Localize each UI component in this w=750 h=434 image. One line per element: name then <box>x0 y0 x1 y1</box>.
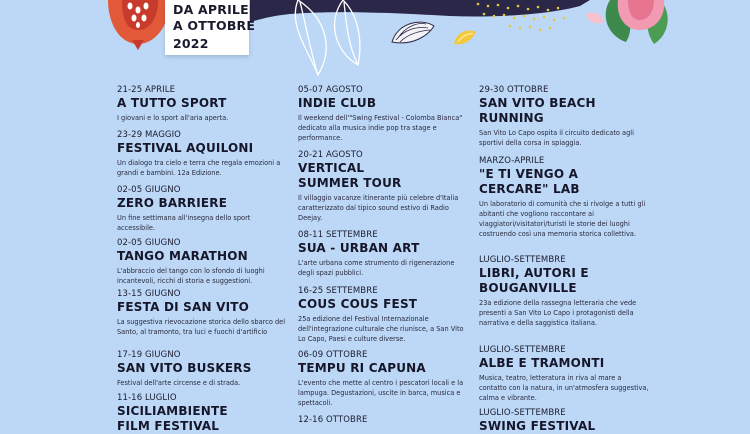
event-title: "E TI VENGO A <box>479 167 579 181</box>
event-title-line-2: SUMMER TOUR <box>298 176 402 190</box>
event-item <box>479 255 649 328</box>
event-title: A TUTTO SPORT <box>117 96 227 110</box>
event-item <box>479 85 649 148</box>
event-item <box>117 185 287 233</box>
event-description: L'abbraccio del tango con lo sfondo di luoghi incantevoli, ricchi di storia e suggestioni. <box>117 267 265 285</box>
event-description: L'arte urbana come strumento di rigenerazione degli spazi pubblici. <box>298 259 455 277</box>
event-description: Il villaggio vacanze itinerante più celebre d'Italia caratterizzato dal tipico sound estivo di Radio Deejay. <box>298 194 459 222</box>
event-description: Un fine settimana all'insegna dello sport accessibile. <box>117 214 251 232</box>
pink-flower-illustration <box>580 0 690 50</box>
event-date: 06-09 OTTOBRE <box>298 350 368 360</box>
event-item <box>298 230 468 278</box>
date-range-line-2: A OTTOBRE <box>173 18 256 33</box>
seashell-icon <box>388 16 438 50</box>
event-description: Il weekend dell'"Swing Festival - Colomba Bianca" dedicato alla musica indie pop tra stage e performance. <box>298 114 463 142</box>
event-description: Festival dell'arte circense e di strada. <box>117 379 241 387</box>
event-date: 20-21 AGOSTO <box>298 150 363 160</box>
event-description: I giovani e lo sport all'aria aperta. <box>117 114 229 122</box>
event-date: LUGLIO-SETTEMBRE <box>479 255 566 265</box>
event-title-line-2: RUNNING <box>479 111 544 125</box>
event-title: SAN VITO BEACH <box>479 96 596 110</box>
event-title: VERTICAL <box>298 161 365 175</box>
leaf-line-art <box>288 0 388 80</box>
event-date: 13-15 GIUGNO <box>117 289 181 299</box>
event-title: LIBRI, AUTORI E <box>479 266 589 280</box>
event-item <box>298 286 468 344</box>
event-item <box>117 130 287 178</box>
event-title: SICILIAMBIENTE <box>117 404 228 418</box>
event-title: SWING FESTIVAL <box>479 419 596 433</box>
event-item <box>479 408 649 434</box>
event-description: L'evento che mette al centro i pescatori locali e la lampuga. Degustazioni, uscite in barca, musica e spettacoli. <box>298 379 464 407</box>
event-date: 23-29 MAGGIO <box>117 130 181 140</box>
event-title: COUS COUS FEST <box>298 297 418 311</box>
event-description: 23a edizione della rassegna letteraria che vede presenti a San Vito Lo Capo i protagonisti della narrativa e della saggistica italiana. <box>479 299 637 327</box>
event-item <box>117 85 287 123</box>
event-item <box>298 85 468 143</box>
lemon-slice-icon <box>452 26 478 48</box>
event-title: SUA - URBAN ART <box>298 241 420 255</box>
event-title: SAN VITO BUSKERS <box>117 361 252 375</box>
event-date: 02-05 GIUGNO <box>117 185 181 195</box>
event-title: ALBE E TRAMONTI <box>479 356 605 370</box>
event-date: 08-11 SETTEMBRE <box>298 230 378 240</box>
date-range-card <box>165 0 256 55</box>
event-date: 05-07 AGOSTO <box>298 85 363 95</box>
event-date: LUGLIO-SETTEMBRE <box>479 345 566 355</box>
event-description: Musica, teatro, letteratura in riva al mare a contatto con la natura, in un'atmosfera suggestiva, calma e vibrante. <box>479 374 649 402</box>
event-title: TANGO MARATHON <box>117 249 248 263</box>
event-item <box>479 156 649 239</box>
event-item <box>117 393 287 434</box>
event-item <box>117 289 287 337</box>
event-date: 21-25 APRILE <box>117 85 176 95</box>
pomegranate-illustration <box>104 0 174 50</box>
event-title-line-2: BOUGANVILLE <box>479 281 577 295</box>
event-item <box>479 345 649 403</box>
event-title-line-2: FILM FESTIVAL <box>117 419 220 433</box>
event-title: FESTIVAL AQUILONI <box>117 141 254 155</box>
event-date: 11-16 LUGLIO <box>117 393 177 403</box>
date-range-year: 2022 <box>173 36 209 51</box>
event-date: 02-05 GIUGNO <box>117 238 181 248</box>
event-title: ZERO BARRIERE <box>117 196 228 210</box>
event-description: 25a edizione del Festival Internazionale dell'integrazione culturale che riunisce, a San Vito Lo Capo, Paesi e culture diverse. <box>298 315 464 343</box>
event-date: MARZO-APRILE <box>479 156 545 166</box>
event-description: Un laboratorio di comunità che si rivolge a tutti gli abitanti che vogliono raccontare ai viaggiatori/visitatori/turisti le storie dei luoghi costruendo così una memoria storica collettiva. <box>479 200 646 238</box>
event-date: 16-25 SETTEMBRE <box>298 286 378 296</box>
event-item <box>298 415 468 426</box>
event-item <box>298 350 468 408</box>
event-title: TEMPU RI CAPUNA <box>298 361 426 375</box>
event-description: Un dialogo tra cielo e terra che regala emozioni a grandi e bambini. 12a Edizione. <box>117 159 281 177</box>
event-date: 29-30 OTTOBRE <box>479 85 549 95</box>
event-item <box>117 350 287 388</box>
event-item <box>298 150 468 223</box>
event-date: 17-19 GIUGNO <box>117 350 181 360</box>
event-title-line-2: CERCARE" LAB <box>479 182 580 196</box>
event-date: LUGLIO-SETTEMBRE <box>479 408 566 418</box>
event-description: La suggestiva rievocazione storica dello sbarco del Santo, al tramonto, tra luci e fuochi d'artificio <box>117 318 286 336</box>
date-range-line-1: DA APRILE <box>173 2 249 17</box>
event-item <box>117 238 287 286</box>
event-date: 12-16 OTTOBRE <box>298 415 368 425</box>
event-title: INDIE CLUB <box>298 96 377 110</box>
event-description: San Vito Lo Capo ospita il circuito dedicato agli sportivi della corsa in spiaggia. <box>479 129 634 147</box>
dotted-pattern <box>470 0 580 40</box>
event-title: FESTA DI SAN VITO <box>117 300 250 314</box>
